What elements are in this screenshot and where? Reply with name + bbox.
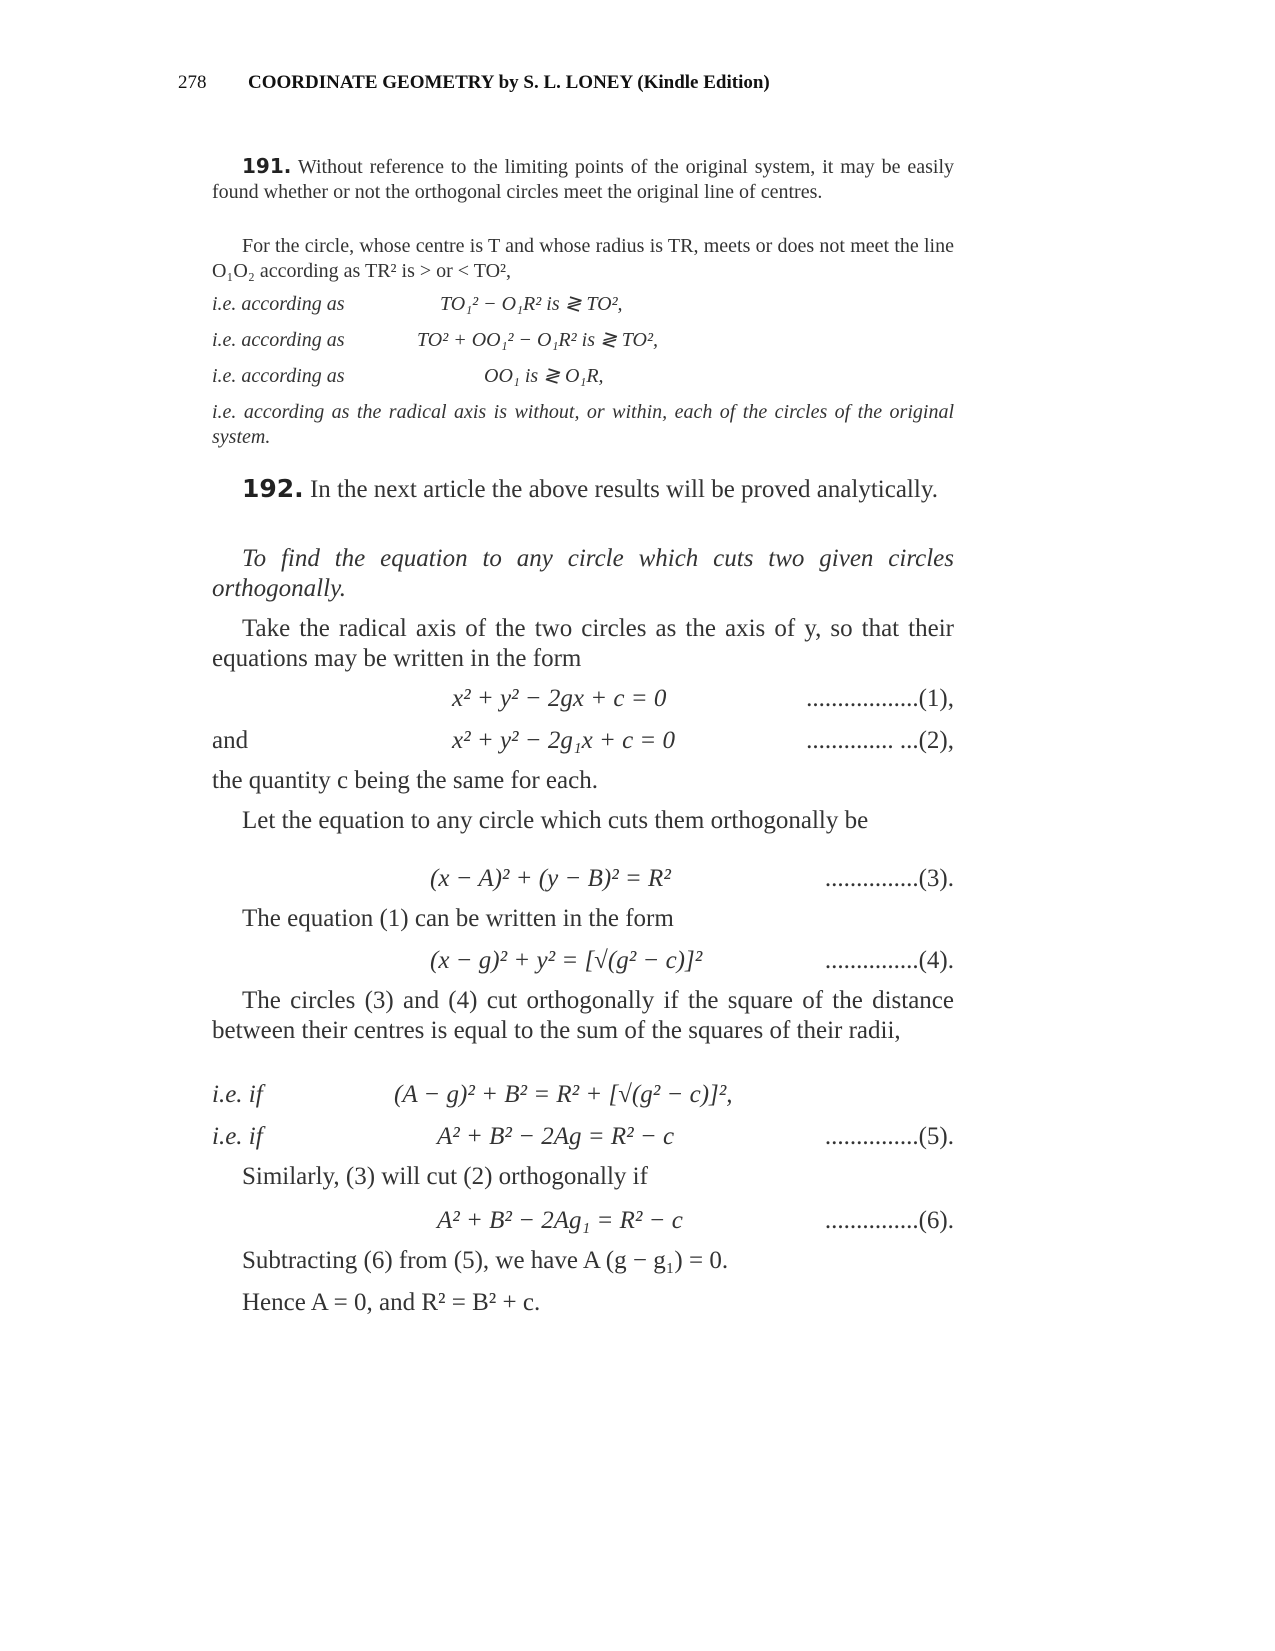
paragraph: Let the equation to any circle which cuts them orthogonally be xyxy=(242,807,869,834)
page-number: 278 xyxy=(178,72,207,93)
equation-ref: ...............(6). xyxy=(824,1207,954,1234)
article-191-conclusion: i.e. according as the radical axis is without, or within, each of the circles of the original system. xyxy=(212,401,954,448)
step-math: OO₁ is ≷ O₁R, xyxy=(484,365,604,387)
paragraph: Subtracting (6) from (5), we have A (g − g₁) = 0. xyxy=(242,1247,729,1274)
equation: (x − A)² + (y − B)² = R² xyxy=(430,865,671,892)
step-row xyxy=(212,328,954,358)
and-label: and xyxy=(212,727,249,754)
equation: (x − g)² + y² = [√(g² − c)]² xyxy=(430,947,703,974)
article-191-text: Without reference to the limiting points of the original system, it may be easily found whether or not the orthogonal circles meet the original line of centres. xyxy=(212,156,955,203)
if-label: i.e. if xyxy=(212,1081,263,1108)
equation-ref: .............. ...(2), xyxy=(806,727,954,754)
paragraph: Hence A = 0, and R² = B² + c. xyxy=(242,1289,541,1316)
running-title: COORDINATE GEOMETRY by S. L. LONEY (Kindle Edition) xyxy=(248,72,770,93)
if-label: i.e. if xyxy=(212,1123,263,1150)
step-label: i.e. according as xyxy=(212,365,345,387)
equation: x² + y² − 2gx + c = 0 xyxy=(452,685,667,712)
equation-row xyxy=(212,946,954,978)
paragraph: Take the radical axis of the two circles as the axis of y, so that their equations may be written in the form xyxy=(212,615,954,672)
equation-row xyxy=(212,1080,954,1112)
article-192-paragraph xyxy=(212,474,954,505)
article-number: 192. xyxy=(242,474,304,503)
equation-ref: ...............(5). xyxy=(824,1123,954,1150)
equation-row xyxy=(212,726,954,758)
step-row xyxy=(212,364,954,394)
equation-row xyxy=(212,1122,954,1154)
equation-ref: ..................(1), xyxy=(806,685,954,712)
paragraph: Similarly, (3) will cut (2) orthogonally if xyxy=(242,1163,648,1190)
equation-row xyxy=(212,684,954,716)
paragraph: The equation (1) can be written in the form xyxy=(242,905,674,932)
step-math: TO₁² − O₁R² is ≷ TO², xyxy=(440,293,623,315)
article-191-paragraph-2: For the circle, whose centre is T and whose radius is TR, meets or does not meet the line O₁O₂ according as TR² is > or < TO², xyxy=(212,235,954,282)
equation: A² + B² − 2Ag₁ = R² − c xyxy=(437,1207,683,1234)
equation: x² + y² − 2g₁x + c = 0 xyxy=(452,727,676,754)
equation: (A − g)² + B² = R² + [√(g² − c)]², xyxy=(394,1081,733,1108)
article-191-paragraph xyxy=(212,154,954,205)
equation-row xyxy=(212,1206,954,1238)
step-math: TO² + OO₁² − O₁R² is ≷ TO², xyxy=(417,329,658,351)
equation-row xyxy=(212,864,954,896)
article-192-intro: In the next article the above results will be proved analytically. xyxy=(309,476,938,503)
equation-ref: ...............(4). xyxy=(824,947,954,974)
theorem-statement: To find the equation to any circle which cuts two given circles orthogonally. xyxy=(212,545,954,602)
step-label: i.e. according as xyxy=(212,293,345,315)
page-header xyxy=(178,72,770,94)
step-row xyxy=(212,292,954,322)
article-number: 191. xyxy=(242,154,292,178)
equation: A² + B² − 2Ag = R² − c xyxy=(437,1123,675,1150)
equation-ref: ...............(3). xyxy=(824,865,954,892)
paragraph: the quantity c being the same for each. xyxy=(212,767,598,794)
step-label: i.e. according as xyxy=(212,329,345,351)
paragraph: The circles (3) and (4) cut orthogonally if the square of the distance between their centres is equal to the sum of the squares of their radii, xyxy=(212,987,954,1044)
